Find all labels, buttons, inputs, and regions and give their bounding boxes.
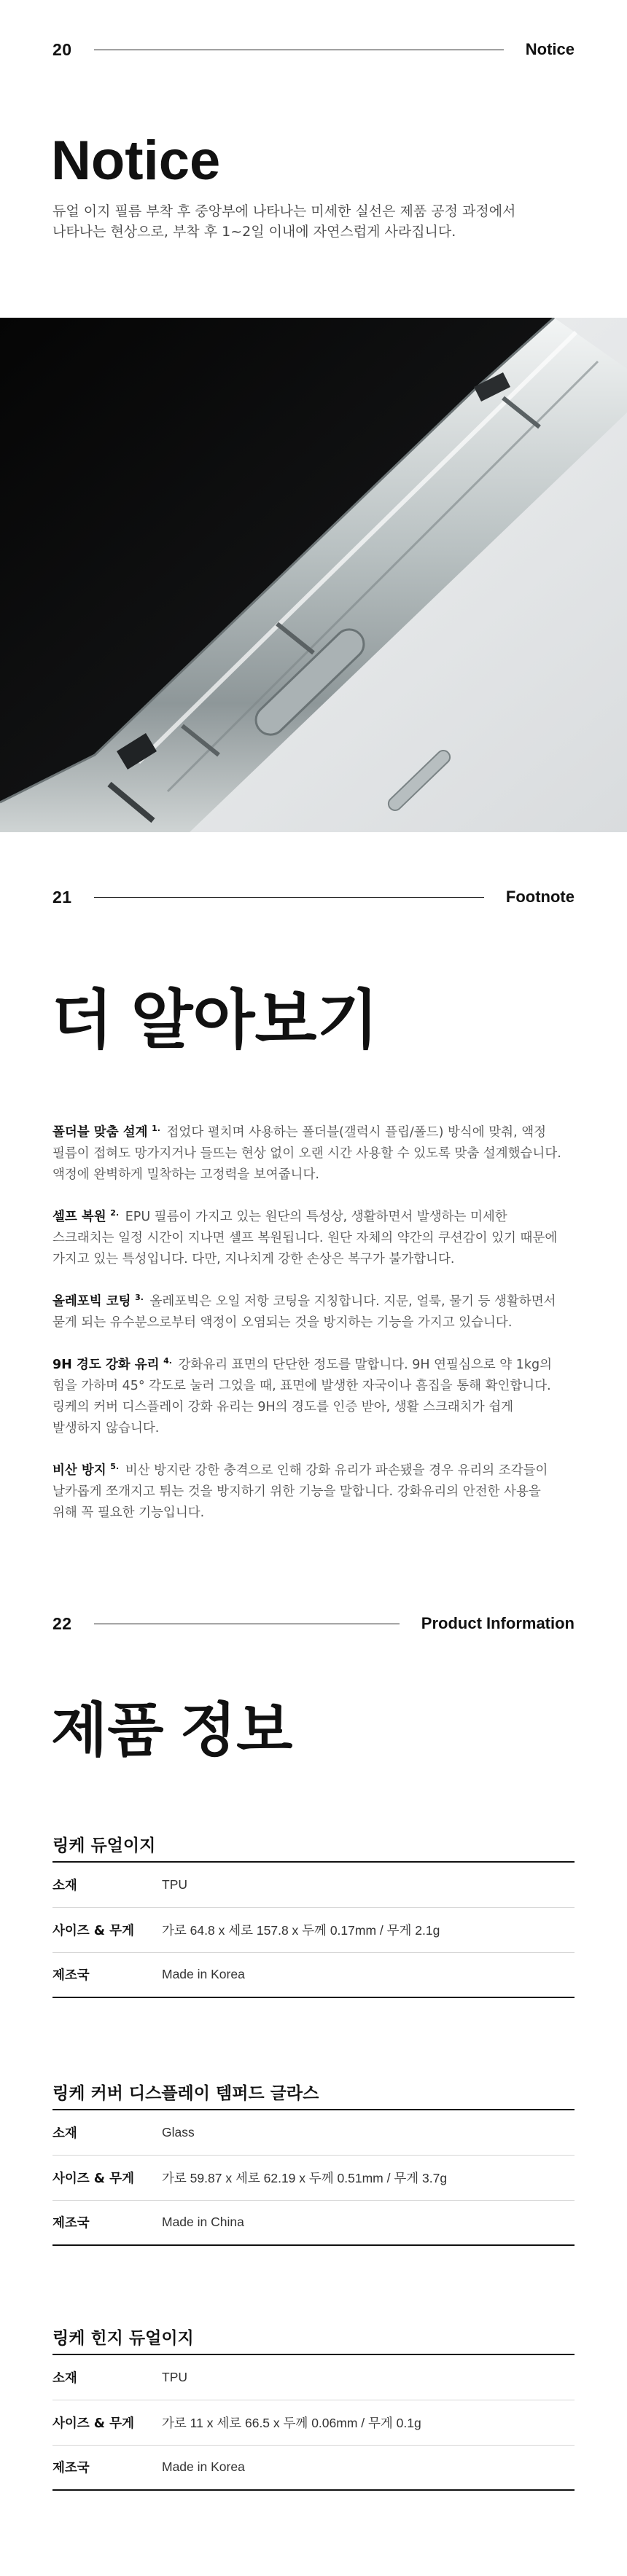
notice-text-line: 나타나는 현상으로, 부착 후 1~2일 이내에 자연스럽게 사라집니다. <box>52 224 456 240</box>
footnote-line: 액정에 완벽하게 밀착하는 고정력을 보여줍니다. <box>52 1167 319 1182</box>
notice-section-header <box>52 38 575 61</box>
footnote-line: EPU 필름이 가지고 있는 원단의 특성상, 생활하면서 발생하는 미세한 <box>121 1210 507 1224</box>
footnote-line: 스크래치는 일정 시간이 지나면 셀프 복원됩니다. 원단 자체의 약간의 쿠션감이 있기 때문에 <box>52 1231 558 1245</box>
product-info-title: 제품 정보 <box>51 1698 293 1763</box>
footnote-term: 셀프 복원 <box>52 1210 106 1224</box>
footnote-term: 비산 방지 <box>52 1463 106 1478</box>
section-number: 20 <box>52 39 72 59</box>
footnote-item <box>52 1460 577 1524</box>
spec-key: 소재 <box>52 2126 77 2141</box>
footnote-line: 묻게 되는 유수분으로부터 액정이 오염되는 것을 방지하는 기능을 가지고 있습니다. <box>52 1315 513 1330</box>
footnote-line: 힘을 가하며 45° 각도로 눌러 그었을 때, 표면에 발생한 자국이나 흠집을 통해 확인합니다. <box>52 1379 551 1393</box>
footnote-marker: 5. <box>110 1462 120 1472</box>
spec-key: 사이즈 & 무게 <box>52 2400 162 2445</box>
spec-value: TPU <box>162 2369 187 2384</box>
footnote-marker: 1. <box>152 1124 160 1134</box>
footnote-item <box>52 1355 577 1439</box>
table-row <box>52 2110 575 2155</box>
table-row <box>52 2445 575 2490</box>
section-number: 21 <box>52 887 72 907</box>
spec-key: 사이즈 & 무게 <box>52 2155 162 2200</box>
footnote-line: 강화유리 표면의 단단한 정도를 말합니다. 9H 연필심으로 약 1kg의 <box>174 1358 552 1372</box>
notice-title: Notice <box>51 130 221 192</box>
footnote-marker: 4. <box>163 1356 172 1366</box>
footnote-item <box>52 1207 577 1270</box>
spec-value: Made in Korea <box>162 1952 575 1997</box>
footnote-line: 올레포빅은 오일 저항 코팅을 지칭합니다. 지문, 얼룩, 물기 등 생활하면서 <box>145 1294 556 1309</box>
spec-value: Made in Korea <box>162 2445 575 2490</box>
product-photo <box>0 318 627 832</box>
spec-table <box>52 1861 575 1998</box>
notice-text-line: 듀얼 이지 필름 부착 후 중앙부에 나타나는 미세한 실선은 제품 공정 과정에서 <box>52 203 516 219</box>
footnote-title: 더 알아보기 <box>51 984 379 1056</box>
footnote-marker: 3. <box>135 1293 144 1303</box>
product-spec-block <box>52 1831 575 1998</box>
footnote-item <box>52 1122 577 1186</box>
spec-value: TPU <box>162 1876 187 1892</box>
table-row <box>52 1952 575 1997</box>
phone-illustration <box>0 318 627 832</box>
table-row <box>52 2354 575 2400</box>
footnote-section-header <box>52 885 575 909</box>
footnote-line: 발생하지 않습니다. <box>52 1421 160 1436</box>
product-name: 링케 듀얼이지 <box>52 1836 156 1855</box>
spec-value: Made in China <box>162 2200 575 2245</box>
footnote-term: 올레포빅 코팅 <box>52 1294 131 1309</box>
table-row <box>52 2200 575 2245</box>
spec-table <box>52 2109 575 2246</box>
spec-value: 가로 64.8 x 세로 157.8 x 두께 0.17mm / 무게 2.1g <box>162 1907 575 1952</box>
footnote-line: 필름이 접혀도 망가지거나 들뜨는 현상 없이 오랜 시간 사용할 수 있도록 맞춤 설계했습니다. <box>52 1146 561 1161</box>
spec-key: 제조국 <box>52 2445 162 2490</box>
footnote-line: 가지고 있는 특성입니다. 다만, 지나치게 강한 손상은 복구가 불가합니다. <box>52 1252 455 1267</box>
product-info-section-header <box>52 1612 575 1635</box>
spec-key: 소재 <box>52 2371 77 2386</box>
product-name: 링케 힌지 듀얼이지 <box>52 2329 194 2348</box>
footnote-term: 폴더블 맞춤 설계 <box>52 1125 148 1140</box>
footnote-list <box>52 1122 577 1545</box>
footnote-line: 접었다 펼치며 사용하는 폴더블(갤럭시 플립/폴드) 방식에 맞춰, 액정 <box>162 1125 547 1140</box>
product-spec-block <box>52 2323 575 2491</box>
footnote-item <box>52 1291 577 1334</box>
footnote-line: 위해 꼭 필요한 기능입니다. <box>52 1506 205 1520</box>
notice-text <box>52 201 548 242</box>
product-name: 링케 커버 디스플레이 템퍼드 글라스 <box>52 2084 319 2103</box>
spec-table <box>52 2354 575 2491</box>
spec-value: 가로 11 x 세로 66.5 x 두께 0.06mm / 무게 0.1g <box>162 2400 575 2445</box>
spec-key: 제조국 <box>52 1952 162 1997</box>
footnote-marker: 2. <box>110 1208 120 1218</box>
spec-value: 가로 59.87 x 세로 62.19 x 두께 0.51mm / 무게 3.7g <box>162 2155 575 2200</box>
spec-key: 사이즈 & 무게 <box>52 1907 162 1952</box>
product-spec-block <box>52 2078 575 2246</box>
spec-key: 소재 <box>52 1878 77 1893</box>
footnote-line: 링케의 커버 디스플레이 강화 유리는 9H의 경도를 인증 받아, 생활 스크래치가 쉽게 <box>52 1400 514 1414</box>
section-label: Product Information <box>421 1614 575 1632</box>
table-row <box>52 2400 575 2445</box>
spec-key: 제조국 <box>52 2200 162 2245</box>
header-divider <box>94 897 484 898</box>
footnote-term: 9H 경도 강화 유리 <box>52 1358 160 1372</box>
section-label: Notice <box>525 40 575 58</box>
table-row <box>52 1862 575 1907</box>
section-number: 22 <box>52 1613 72 1633</box>
table-row <box>52 1907 575 1952</box>
footnote-line: 날카롭게 쪼개지고 튀는 것을 방지하기 위한 기능을 말합니다. 강화유리의 안전한 사용을 <box>52 1484 541 1499</box>
section-label: Footnote <box>505 888 575 906</box>
table-row <box>52 2155 575 2200</box>
footnote-line: 비산 방지란 강한 충격으로 인해 강화 유리가 파손됐을 경우 유리의 조각들이 <box>121 1463 548 1478</box>
spec-value: Glass <box>162 2124 195 2140</box>
